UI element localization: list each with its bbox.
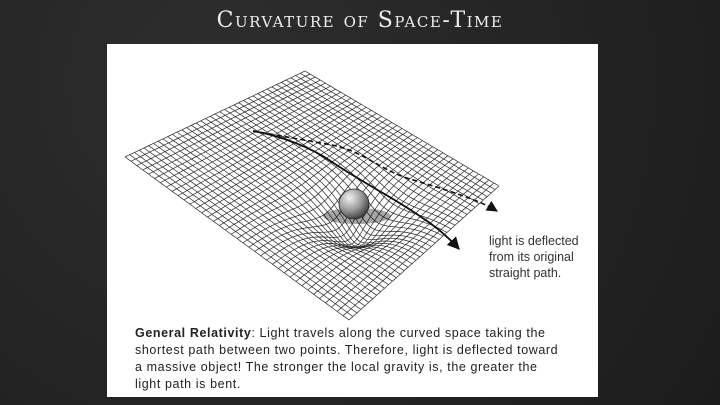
grid-line <box>308 165 464 290</box>
deflection-annotation <box>489 233 599 281</box>
grid-line <box>149 146 369 303</box>
grid-line <box>130 155 353 317</box>
caption-text: light path is bent. <box>135 377 241 391</box>
caption-heading: General Relativity <box>135 326 252 340</box>
figure-panel <box>107 44 598 397</box>
massive-object-sphere <box>339 189 369 219</box>
annotation-line: straight path. <box>489 266 562 280</box>
caption-text: a massive object! The stronger the local gravity is, the greater the <box>135 360 538 374</box>
grid-line <box>144 148 365 306</box>
annotation-line: light is deflected <box>489 234 579 248</box>
slide-title: Curvature of Space-Time <box>216 8 504 33</box>
annotation-line: from its original <box>489 250 574 264</box>
caption-paragraph <box>135 325 585 393</box>
caption-text: : Light travels along the curved space taking the <box>251 326 546 340</box>
grid-line <box>320 171 474 299</box>
curved-grid-mesh <box>125 71 499 320</box>
caption-text: shortest path between two points. Therefore, light is deflected toward <box>135 343 559 357</box>
